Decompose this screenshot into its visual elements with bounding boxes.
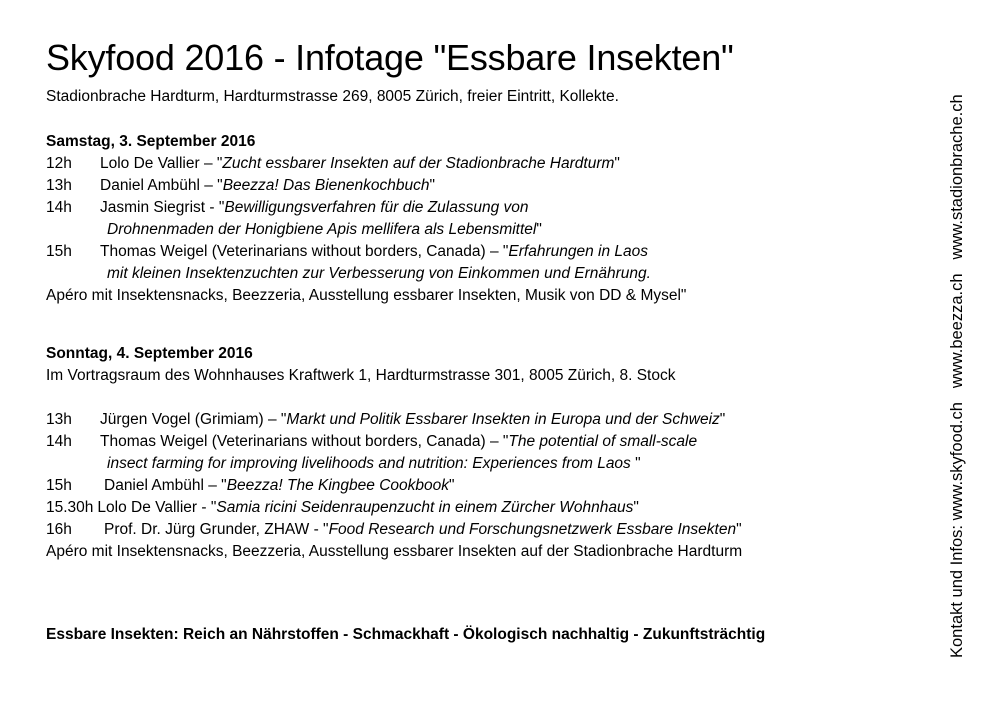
program-item-continued xyxy=(46,263,686,285)
talk-speaker: Lolo De Vallier – " xyxy=(100,155,223,172)
program-item xyxy=(46,497,742,519)
talk-time: 16h xyxy=(46,521,72,538)
program-item-continued xyxy=(46,453,742,475)
talk-end: " xyxy=(630,455,641,472)
saturday-program xyxy=(46,131,686,307)
program-item xyxy=(46,175,686,197)
talk-time: 12h xyxy=(46,155,72,172)
talk-speaker: Daniel Ambühl – " xyxy=(104,477,227,494)
talk-time: 14h xyxy=(46,433,72,450)
talk-time: 15h xyxy=(46,477,72,494)
footer-tagline: Essbare Insekten: Reich an Nährstoffen - Schmackhaft - Ökologisch nachhaltig - Zukunftsträchtig xyxy=(46,626,766,643)
talk-title: Markt und Politik Essbarer Insekten in Europa und der Schweiz xyxy=(286,411,720,428)
talk-title: Bewilligungsverfahren für die Zulassung von xyxy=(224,199,529,216)
talk-title: Samia ricini Seidenraupenzucht in einem Zürcher Wohnhaus xyxy=(216,499,634,516)
talk-speaker: Jürgen Vogel (Grimiam) – " xyxy=(100,411,287,428)
talk-title-continued: insect farming for improving livelihoods and nutrition: Experiences from Laos xyxy=(107,455,631,472)
saturday-heading: Samstag, 3. September 2016 xyxy=(46,133,256,150)
contact-link-skyfood[interactable]: www.skyfood.ch xyxy=(948,402,966,521)
spacer xyxy=(46,387,742,409)
program-item xyxy=(46,519,742,541)
talk-speaker: Thomas Weigel (Veterinarians without borders, Canada) – " xyxy=(100,433,509,450)
talk-time: 15h xyxy=(46,243,72,260)
talk-end: " xyxy=(429,177,436,194)
talk-title: Food Research und Forschungsnetzwerk Essbare Insekten xyxy=(328,521,737,538)
talk-title: The potential of small-scale xyxy=(508,433,698,450)
talk-end: " xyxy=(449,477,455,494)
program-item xyxy=(46,197,686,219)
program-item-continued xyxy=(46,219,686,241)
talk-title: Beezza! Das Bienenkochbuch xyxy=(222,177,430,194)
talk-title: Beezza! The Kingbee Cookbook xyxy=(226,477,450,494)
talk-time: 15.30h xyxy=(46,499,94,516)
talk-end: " xyxy=(614,155,620,172)
sunday-program xyxy=(46,343,742,563)
sunday-location: Im Vortragsraum des Wohnhauses Kraftwerk 1, Hardturmstrasse 301, 8005 Zürich, 8. Stock xyxy=(46,367,676,384)
talk-end: " xyxy=(536,221,542,238)
saturday-apero: Apéro mit Insektensnacks, Beezzeria, Ausstellung essbarer Insekten, Musik von DD & Mysel" xyxy=(46,287,687,304)
contact-label: Kontakt und Infos: xyxy=(948,524,966,658)
program-item xyxy=(46,153,686,175)
event-location: Stadionbrache Hardturm, Hardturmstrasse 269, 8005 Zürich, freier Eintritt, Kollekte. xyxy=(46,88,619,105)
contact-link-stadionbrache[interactable]: www.stadionbrache.ch xyxy=(948,94,966,260)
talk-time: 13h xyxy=(46,177,72,194)
program-item xyxy=(46,431,742,453)
program-item xyxy=(46,475,742,497)
talk-end: " xyxy=(719,411,726,428)
talk-time: 13h xyxy=(46,411,72,428)
contact-link-beezza[interactable]: www.beezza.ch xyxy=(948,273,966,389)
talk-speaker: Daniel Ambühl – " xyxy=(100,177,223,194)
talk-end: " xyxy=(736,521,742,538)
talk-title-continued: mit kleinen Insektenzuchten zur Verbesserung von Einkommen und Ernährung. xyxy=(107,265,651,282)
contact-info xyxy=(946,94,968,658)
talk-speaker: Lolo De Vallier - " xyxy=(97,499,217,516)
program-item xyxy=(46,409,742,431)
talk-time: 14h xyxy=(46,199,72,216)
talk-speaker: Prof. Dr. Jürg Grunder, ZHAW - " xyxy=(104,521,329,538)
talk-title: Erfahrungen in Laos xyxy=(508,243,649,260)
talk-speaker: Jasmin Siegrist - " xyxy=(100,199,225,216)
page-title: Skyfood 2016 - Infotage "Essbare Insekten" xyxy=(46,37,734,78)
talk-speaker: Thomas Weigel (Veterinarians without borders, Canada) – " xyxy=(100,243,509,260)
sunday-apero: Apéro mit Insektensnacks, Beezzeria, Ausstellung essbarer Insekten auf der Stadionbrache Hardturm xyxy=(46,543,743,560)
talk-end: " xyxy=(633,499,639,516)
talk-title-continued: Drohnenmaden der Honigbiene Apis mellifera als Lebensmittel xyxy=(107,221,537,238)
talk-title: Zucht essbarer Insekten auf der Stadionbrache Hardturm xyxy=(222,155,615,172)
sunday-heading: Sonntag, 4. September 2016 xyxy=(46,345,253,362)
program-item xyxy=(46,241,686,263)
